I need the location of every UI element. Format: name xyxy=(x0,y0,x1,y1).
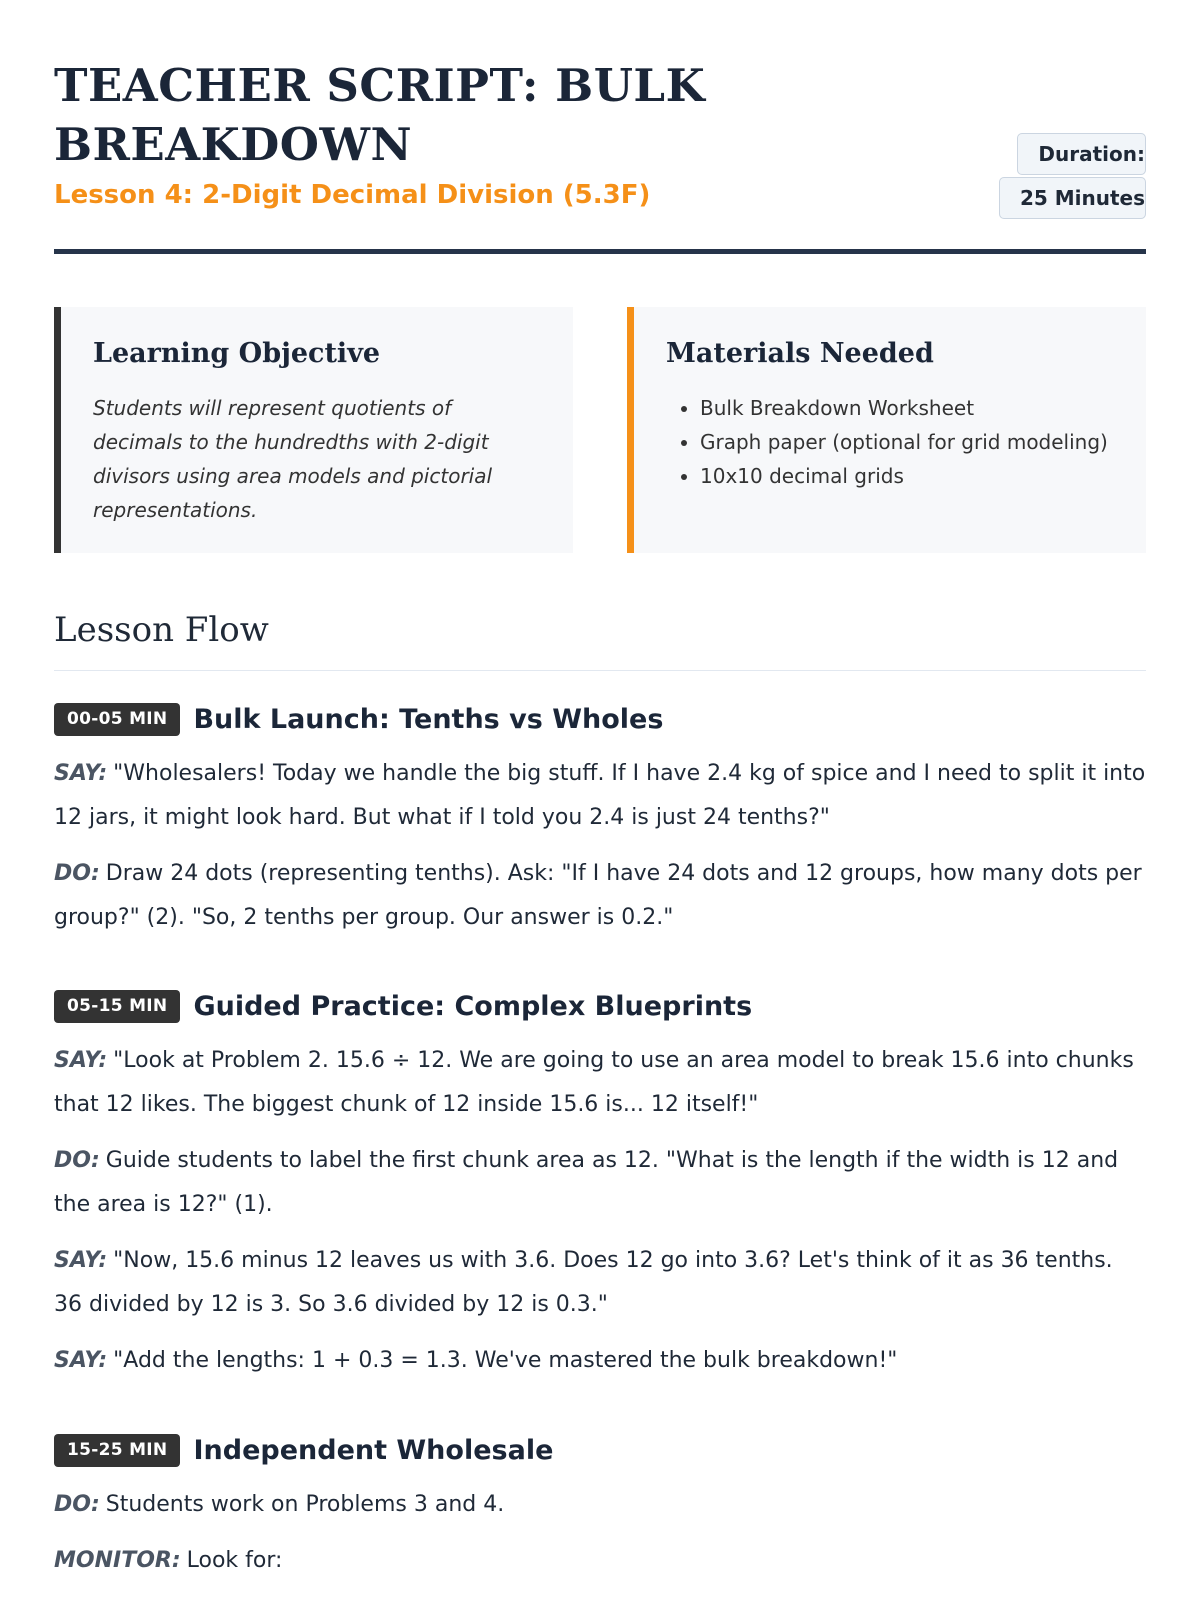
lesson-segment-guided-practice xyxy=(54,987,1146,1395)
document-header xyxy=(54,0,1146,254)
lesson-segment-launch xyxy=(54,700,1146,952)
script-line xyxy=(54,1339,1146,1383)
time-badge: 00-05 MIN xyxy=(54,703,180,736)
materials-list xyxy=(666,391,1116,493)
script-text: "Add the lengths: 1 + 0.3 = 1.3. We've mastered the bulk breakdown!" xyxy=(113,1348,898,1373)
script-line xyxy=(54,1539,1146,1583)
segment-header xyxy=(54,987,1146,1025)
script-line xyxy=(54,752,1146,840)
materials-heading: Materials Needed xyxy=(666,338,934,369)
materials-card xyxy=(627,307,1146,553)
cue-label: SAY: xyxy=(54,1348,108,1373)
cue-label: SAY: xyxy=(54,1248,108,1273)
lesson-subtitle: Lesson 4: 2-Digit Decimal Division (5.3F) xyxy=(54,180,651,210)
script-text: Draw 24 dots (representing tenths). Ask: "If I have 24 dots and 12 groups, how many dots per group?" (2). "So, 2 tenths per group. Our answer is 0.2." xyxy=(54,861,1142,930)
materials-item: • 10x10 decimal grids xyxy=(700,459,1116,493)
cue-label: MONITOR: xyxy=(54,1548,181,1573)
cue-label: DO: xyxy=(54,861,100,886)
lesson-flow-heading: Lesson Flow xyxy=(54,608,1146,671)
segment-header xyxy=(54,1431,1146,1469)
script-text: "Wholesalers! Today we handle the big stuff. If I have 2.4 kg of spice and I need to split it into 12 jars, it might look hard. But what if I told you 2.4 is just 24 tenths?" xyxy=(54,761,1146,830)
segment-header xyxy=(54,700,1146,738)
duration-text: Duration: 25 Minutes xyxy=(999,133,1146,219)
segment-title: Independent Wholesale xyxy=(193,1434,554,1466)
script-line xyxy=(54,1039,1146,1127)
script-line xyxy=(54,852,1146,940)
script-text: Guide students to label the first chunk area as 12. "What is the length if the width is 12 and the area is 12?" (1). xyxy=(54,1148,1119,1217)
learning-objective-card xyxy=(54,307,573,553)
document-title: TEACHER SCRIPT: BULK BREAKDOWN xyxy=(54,59,706,171)
script-line xyxy=(54,1483,1146,1527)
objective-heading: Learning Objective xyxy=(93,338,381,369)
cue-label: SAY: xyxy=(54,1048,108,1073)
materials-item: • Graph paper (optional for grid modeling) xyxy=(700,425,1116,459)
script-line xyxy=(54,1239,1146,1327)
cue-label: DO: xyxy=(54,1148,100,1173)
cue-label: DO: xyxy=(54,1492,100,1517)
cue-label: SAY: xyxy=(54,761,108,786)
script-line xyxy=(54,1139,1146,1227)
script-text: Look for: xyxy=(186,1548,283,1573)
segment-title: Bulk Launch: Tenths vs Wholes xyxy=(193,703,664,735)
script-text: "Look at Problem 2. 15.6 ÷ 12. We are going to use an area model to break 15.6 into chunks that 12 likes. The biggest chunk of 12 inside 15.6 is... 12 itself!" xyxy=(54,1048,1134,1117)
duration-badge xyxy=(990,132,1146,220)
materials-item: • Bulk Breakdown Worksheet xyxy=(700,391,1116,425)
script-text: Students work on Problems 3 and 4. xyxy=(105,1492,505,1517)
time-badge: 05-15 MIN xyxy=(54,990,180,1023)
lesson-segment-independent xyxy=(54,1431,1146,1595)
script-text: "Now, 15.6 minus 12 leaves us with 3.6. Does 12 go into 3.6? Let's think of it as 36 tenths. 36 divided by 12 is 3. So 3.6 divided by 12 is 0.3." xyxy=(54,1248,1113,1317)
time-badge: 15-25 MIN xyxy=(54,1434,180,1467)
lesson-page xyxy=(54,0,1146,1600)
objective-text: Students will represent quotients of decimals to the hundredths with 2-digit divisors using area models and pictorial representations. xyxy=(93,396,493,522)
segment-title: Guided Practice: Complex Blueprints xyxy=(193,990,753,1022)
